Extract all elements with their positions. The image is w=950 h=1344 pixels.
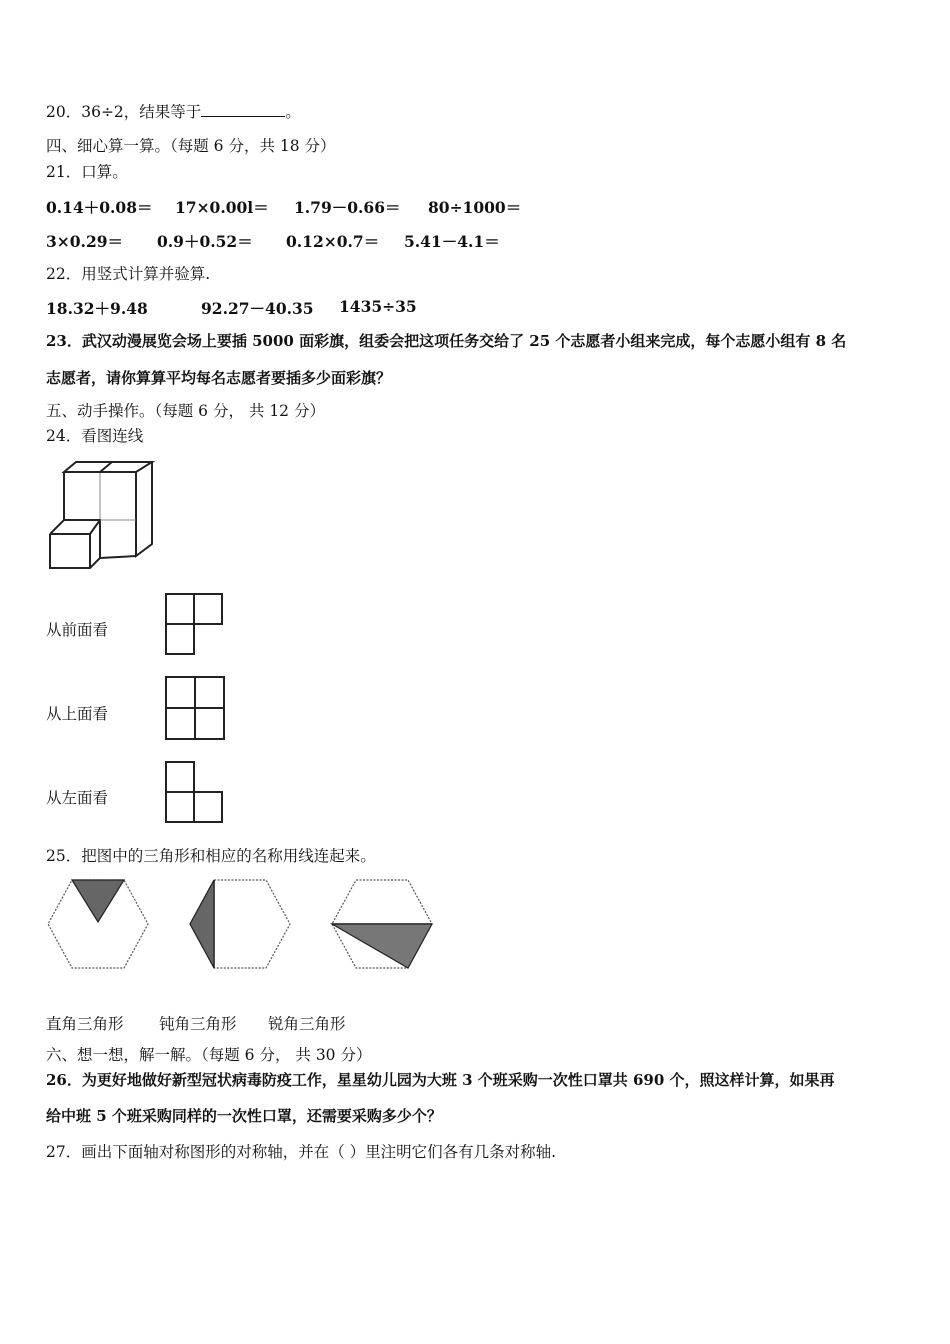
question-25-title: 25．把图中的三角形和相应的名称用线连起来。 bbox=[46, 847, 376, 865]
top-view-grid[interactable] bbox=[164, 675, 226, 741]
vertical-calc-item: 1435÷35 bbox=[339, 297, 417, 316]
calc-item: 80÷1000＝ bbox=[428, 198, 522, 217]
view-label-front: 从前面看 bbox=[46, 621, 109, 639]
section-4-title: 四、细心算一算。（每题 6 分，共 18 分） bbox=[46, 137, 336, 155]
question-26-line1: 26．为更好地做好新型冠状病毒防疫工作，星星幼儿园为大班 3 个班采购一次性口罩共 690 个，照这样计算，如果再 bbox=[46, 1071, 835, 1089]
vertical-calc-item: 92.27－40.35 bbox=[201, 299, 314, 318]
hexagon-right-triangle[interactable] bbox=[188, 878, 292, 970]
question-26-line2: 给中班 5 个班采购同样的一次性口罩，还需要采购多少个？ bbox=[46, 1107, 442, 1125]
calc-item: 1.79－0.66＝ bbox=[294, 198, 401, 217]
triangle-name-acute: 锐角三角形 bbox=[268, 1015, 346, 1033]
calc-item: 0.14＋0.08＝ bbox=[46, 198, 153, 217]
calc-item: 17×0.00l＝ bbox=[175, 198, 269, 217]
question-20 bbox=[46, 102, 301, 122]
left-view-grid[interactable] bbox=[164, 760, 224, 824]
vertical-calc-item: 18.32＋9.48 bbox=[46, 299, 148, 318]
calc-item: 0.9＋0.52＝ bbox=[157, 232, 253, 251]
triangle-name-right: 直角三角形 bbox=[46, 1015, 124, 1033]
question-24-title: 24．看图连线 bbox=[46, 427, 144, 445]
question-27-text: 27．画出下面轴对称图形的对称轴，并在（ ）里注明它们各有几条对称轴. bbox=[46, 1143, 557, 1161]
triangle-name-obtuse: 钝角三角形 bbox=[159, 1015, 237, 1033]
calc-item: 0.12×0.7＝ bbox=[286, 232, 380, 251]
section-6-title: 六、想一想，解一解。（每题 6 分， 共 30 分） bbox=[46, 1046, 372, 1064]
question-20-text: 20．36÷2，结果等于 bbox=[46, 103, 202, 121]
calc-item: 3×0.29＝ bbox=[46, 232, 124, 251]
view-label-left: 从左面看 bbox=[46, 789, 109, 807]
question-23-line1: 23．武汉动漫展览会场上要插 5000 面彩旗，组委会把这项任务交给了 25 个志愿者小组来完成，每个志愿小组有 8 名 bbox=[46, 332, 847, 350]
calc-item: 5.41－4.1＝ bbox=[404, 232, 500, 251]
question-22-title: 22．用竖式计算并验算. bbox=[46, 265, 211, 283]
front-view-grid[interactable] bbox=[164, 592, 224, 656]
question-20-tail: 。 bbox=[285, 103, 301, 121]
answer-blank[interactable] bbox=[201, 102, 285, 117]
section-5-title: 五、动手操作。（每题 6 分， 共 12 分） bbox=[46, 402, 325, 420]
question-23-line2: 志愿者，请你算算平均每名志愿者要插多少面彩旗？ bbox=[46, 369, 392, 387]
hexagon-acute-triangle[interactable] bbox=[46, 878, 150, 970]
view-label-top: 从上面看 bbox=[46, 705, 109, 723]
cube-stack-figure bbox=[46, 458, 156, 576]
hexagon-obtuse-triangle[interactable] bbox=[330, 878, 434, 970]
question-21-title: 21．口算。 bbox=[46, 163, 128, 181]
